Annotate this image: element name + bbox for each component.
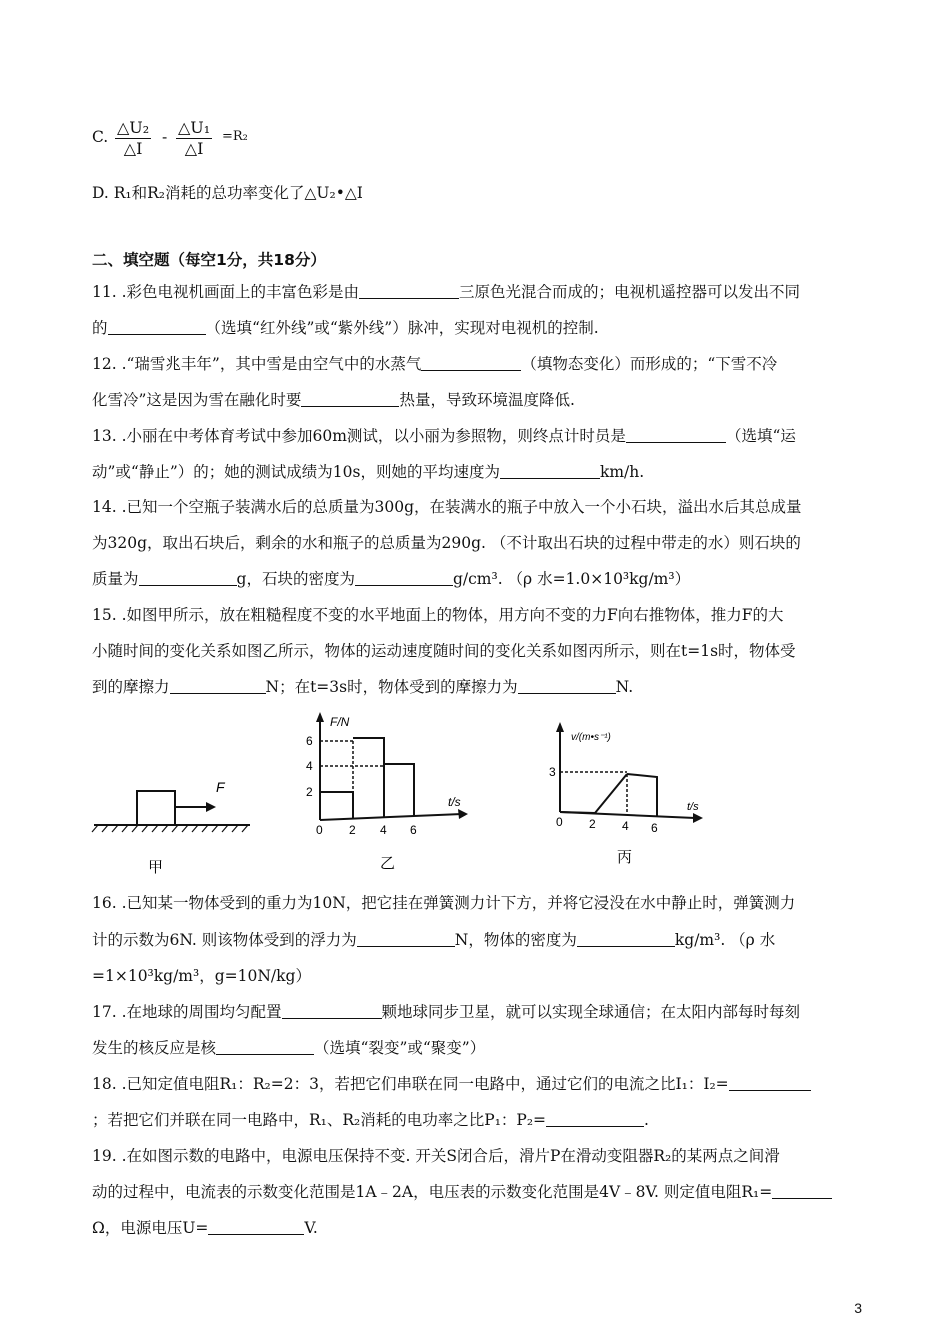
- option-c: [92, 127, 108, 147]
- q19-blank-2[interactable]: [208, 1220, 304, 1235]
- force-segment-4-6: [384, 764, 414, 816]
- q14-line1: 14. .已知一个空瓶子装满水后的总质量为300g，在装满水的瓶子中放入一个小石块，溢出水后其总成量: [92, 498, 802, 516]
- bing-tick-x4: 4: [622, 819, 629, 833]
- yi-tick-x2: 2: [349, 823, 356, 837]
- q14-line3: [92, 569, 690, 589]
- q16-line3: =1×10³kg/m³，g=10N/kg）: [92, 967, 311, 985]
- q18-text-a: 18. .已知定值电阻R₁：R₂=2：3，若把它们串联在同一电路中，通过它们的电流之比I₁：I₂=: [92, 1075, 729, 1093]
- q13-blank-1[interactable]: [626, 428, 726, 443]
- q14-line2: 为320g，取出石块后，剩余的水和瓶子的总质量为290g. （不计取出石块的过程中带走的水）则石块的: [92, 534, 801, 552]
- q13-line1: [92, 426, 796, 446]
- q12-text-a: 12. .“瑞雪兆丰年”，其中雪是由空气中的水蒸气: [92, 355, 422, 373]
- q18-line2: [92, 1110, 649, 1130]
- page-number: 3: [854, 1300, 862, 1316]
- q17-blank-2[interactable]: [216, 1040, 314, 1055]
- fraction-1-numerator: △U₂: [117, 118, 150, 137]
- q12-text-d: 热量，导致环境温度降低.: [399, 391, 575, 409]
- yi-tick-x6: 6: [410, 823, 417, 837]
- q11-text-c: 的: [92, 319, 108, 337]
- yi-tick-y6: 6: [306, 734, 313, 748]
- yi-tick-x0: 0: [316, 823, 323, 837]
- q11-text-d: （选填“红外线”或“紫外线”）脉冲，实现对电视机的控制.: [205, 319, 599, 337]
- q15-text-c: N.: [615, 678, 634, 696]
- q14-blank-1[interactable]: [139, 571, 237, 586]
- q17-text-b: 颗地球同步卫星，就可以实现全球通信；在太阳内部每时每刻: [381, 1003, 801, 1021]
- q11-line1: [92, 282, 800, 302]
- velocity-segment-0-4: [560, 774, 627, 813]
- fraction-2-denominator: △I: [184, 139, 204, 158]
- q13-line2: [92, 462, 644, 482]
- option-c-tail: =R₂: [222, 129, 248, 144]
- q11-blank-1[interactable]: [359, 284, 459, 299]
- force-segment-0-2: [320, 792, 353, 818]
- q16-blank-1[interactable]: [357, 932, 455, 947]
- q17-text-d: （选填“裂变”或“聚变”）: [314, 1039, 486, 1057]
- q15-line3: [92, 677, 633, 697]
- q15-blank-1[interactable]: [170, 679, 266, 694]
- q16-blank-2[interactable]: [577, 932, 675, 947]
- q19-text-b: Ω，电源电压U=: [92, 1219, 209, 1237]
- bing-tick-x0: 0: [556, 815, 563, 829]
- option-c-label: C.: [92, 128, 109, 146]
- q18-text-c: .: [644, 1111, 649, 1129]
- yi-y-label: F/N: [330, 715, 350, 729]
- block-object: [137, 791, 175, 825]
- figure-yi: [300, 710, 480, 875]
- q12-blank-1[interactable]: [421, 356, 521, 371]
- q17-line2: [92, 1038, 485, 1058]
- q18-blank-2[interactable]: [546, 1112, 644, 1127]
- q18-blank-1[interactable]: [729, 1076, 811, 1091]
- q13-text-d: km/h.: [599, 463, 645, 481]
- yi-tick-x4: 4: [380, 823, 387, 837]
- caption-yi: 乙: [380, 855, 396, 872]
- q16-line2: [92, 930, 775, 950]
- q11-line2: [92, 318, 599, 338]
- q15-line2: 小随时间的变化关系如图乙所示，物体的运动速度随时间的变化关系如图丙所示，则在t=1s时，物体受: [92, 642, 796, 660]
- figure-jia: [90, 770, 260, 880]
- bing-y-label: v/(m•s⁻¹): [571, 732, 611, 743]
- option-d: D. R₁和R₂消耗的总功率变化了△U₂•△I: [92, 184, 363, 202]
- yi-tick-y4: 4: [306, 759, 313, 773]
- minus-sign: -: [162, 128, 168, 146]
- q18-line1: [92, 1074, 811, 1094]
- caption-jia: 甲: [148, 859, 164, 876]
- q19-line2: [92, 1182, 832, 1202]
- q12-line2: [92, 390, 575, 410]
- velocity-segment-4-6: [627, 774, 657, 817]
- q14-text-b: g，石块的密度为: [236, 570, 355, 588]
- q19-blank-1[interactable]: [772, 1184, 832, 1199]
- fraction-1: [115, 118, 151, 159]
- q14-text-a: 质量为: [92, 570, 139, 588]
- q17-text-a: 17. .在地球的周围均匀配置: [92, 1003, 282, 1021]
- q12-blank-2[interactable]: [301, 392, 399, 407]
- q16-text-a: 计的示数为6N. 则该物体受到的浮力为: [92, 931, 357, 949]
- q14-blank-2[interactable]: [355, 571, 453, 586]
- bing-tick-x2: 2: [589, 817, 596, 831]
- q16-text-c: kg/m³. （ρ 水: [674, 931, 776, 949]
- q15-text-b: N；在t=3s时，物体受到的摩擦力为: [265, 678, 518, 696]
- section-heading: 二、填空题（每空1分，共18分）: [92, 251, 326, 269]
- q17-blank-1[interactable]: [282, 1004, 382, 1019]
- q16-text-b: N，物体的密度为: [454, 931, 577, 949]
- q19-line3: [92, 1218, 318, 1238]
- q13-text-c: 动”或“静止”）的；她的测试成绩为10s，则她的平均速度为: [92, 463, 500, 481]
- q17-text-c: 发生的核反应是核: [92, 1039, 217, 1057]
- q13-text-b: （选填“运: [725, 427, 796, 445]
- q15-line1: 15. .如图甲所示，放在粗糙程度不变的水平地面上的物体，用方向不变的力F向右推物体，推力F的大: [92, 606, 784, 624]
- q12-text-c: 化雪冷”这是因为雪在融化时要: [92, 391, 302, 409]
- caption-bing: 丙: [617, 849, 633, 866]
- q16-line1: 16. .已知某一物体受到的重力为10N，把它挂在弹簧测力计下方，并将它浸没在水中静止时，弹簧测力: [92, 894, 796, 912]
- q19-line1: 19. .在如图示数的电路中，电源电压保持不变. 开关S闭合后，滑片P在滑动变阻器R₂的某两点之间滑: [92, 1147, 780, 1165]
- fraction-1-denominator: △I: [123, 139, 143, 158]
- force-arrow-icon: [206, 802, 216, 812]
- q19-text-a: 动的过程中，电流表的示数变化范围是1A﹣2A，电压表的示数变化范围是4V﹣8V. 则定值电阻R₁=: [92, 1183, 773, 1201]
- q14-text-c: g/cm³. （ρ 水=1.0×10³kg/m³）: [452, 570, 691, 588]
- q12-text-b: （填物态变化）而形成的；“下雪不冷: [521, 355, 778, 373]
- q12-line1: [92, 354, 777, 374]
- q18-text-b: ；若把它们并联在同一电路中，R₁、R₂消耗的电功率之比P₁：P₂=: [92, 1111, 547, 1129]
- figure-bing: [545, 722, 715, 872]
- q17-line1: [92, 1002, 800, 1022]
- bing-tick-x6: 6: [651, 821, 658, 835]
- q15-blank-2[interactable]: [518, 679, 616, 694]
- force-segment-2-4: [353, 738, 384, 817]
- force-label: F: [216, 779, 225, 795]
- yi-x-label: t/s: [448, 795, 461, 809]
- bing-tick-y3: 3: [549, 765, 556, 779]
- q13-blank-2[interactable]: [500, 464, 600, 479]
- q11-text-a: 11. .彩色电视机画面上的丰富色彩是由: [92, 283, 360, 301]
- q15-text-a: 到的摩擦力: [92, 678, 170, 696]
- q11-blank-2[interactable]: [108, 320, 206, 335]
- q19-text-c: V.: [304, 1219, 318, 1237]
- q13-text-a: 13. .小丽在中考体育考试中参加60m测试，以小丽为参照物，则终点计时员是: [92, 427, 626, 445]
- yi-tick-y2: 2: [306, 785, 313, 799]
- fraction-2: [176, 118, 212, 159]
- fraction-2-numerator: △U₁: [178, 118, 211, 137]
- bing-x-label: t/s: [687, 801, 699, 813]
- q11-text-b: 三原色光混合而成的；电视机遥控器可以发出不同: [459, 283, 801, 301]
